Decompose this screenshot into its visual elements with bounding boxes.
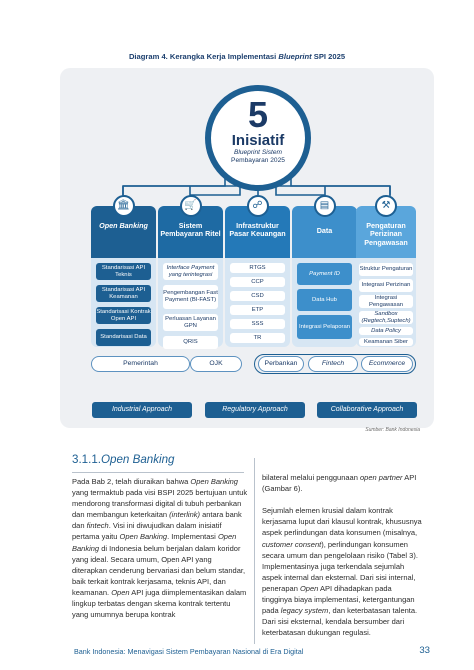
pillar-item: CSD [230, 291, 285, 301]
pillar-retail-payment [158, 200, 223, 347]
hub-subtitle-2: Pembayaran 2025 [231, 157, 285, 164]
pillar-item: RTGS [230, 263, 285, 273]
pillar-item: Data Hub [297, 289, 352, 311]
pillar-infrastructure [225, 200, 290, 347]
five-initiatives-hub [205, 85, 311, 191]
page-number: 33 [419, 645, 430, 656]
section-rule [72, 472, 244, 473]
right-column-text: bilateral melalui penggunaan open partner API (Gambar 6). Sejumlah elemen krusial dalam kontrak kerjasama luput dari klausul kontrak, khususnya aspek perlindungan data konsumen (misalnya, customer consent), perlindungan konsumen secara umum dan pengelolaan risiko (Tabel 3). Implementasinya juga terkendala sejumlah aspek internal dan eksternal. Dari sisi internal, penerapan Open API dihadapkan pada tingginya biaya implementasi, ketergantungan pada legacy system, dan keterbatasan talenta. Dari sisi eksternal, kendala bersumber dari keterbatasan dukungan regulasi. [262, 473, 422, 638]
pillar-title: Infrastruktur Pasar Keuangan [229, 221, 286, 239]
pillar-item: Struktur Pengaturan [359, 263, 413, 276]
pillar-item: Integrasi Pelaporan [297, 315, 352, 339]
network-icon: ☍ [247, 195, 269, 217]
pillar-item: Pengembangan Fast Payment (BI-FAST) [163, 285, 218, 309]
left-column-text: Pada Bab 2, telah diuraikan bahwa Open Banking yang termaktub pada visi BSPI 2025 bertujuan untuk mendorong transformasi digital di tubuh perbankan dan membangun keterkaitan (interlink) antara bank dan fintech. Visi ini diwujudkan dalam inisiatif pertama yaitu Open Banking. Implementasi Open Banking di Indonesia belum berjalan dalam koridor yang ideal. Secara umum, Open API yang diterapkan cenderung bervariasi dan belum standar, baik terkait kontrak kerjasama, teknis API, dan keamanan. Open API juga diimplementasikan dalam lingkup terbatas dengan skema kontrak tertentu yang umumnya berupa kontrak [72, 477, 248, 620]
bar-pemerintah: Pemerintah [91, 356, 190, 372]
hub-word: Inisiatif [231, 132, 285, 149]
pillar-item: QRIS [163, 336, 218, 349]
bar-fintech: Fintech [308, 356, 358, 372]
pillar-title: Sistem Pembayaran Ritel [160, 221, 221, 239]
pillar-title: Data [316, 226, 333, 235]
approach-industrial: Industrial Approach [92, 402, 192, 418]
pillar-item: Sandbox (Regtech,Suptech) [359, 311, 413, 324]
pillar-item: SSS [230, 319, 285, 329]
pillar-title: Pengaturan Perizinan Pengawasan [364, 221, 408, 247]
approach-regulatory: Regulatory Approach [205, 402, 305, 418]
bar-ecommerce: Ecommerce [361, 356, 413, 372]
pillar-open-banking [91, 200, 156, 347]
pillar-item: Integrasi Perizinan [359, 279, 413, 292]
pillar-data [292, 200, 357, 347]
pillar-item: Standarisasi Kontrak Open API [96, 307, 151, 324]
diagram-caption: Diagram 4. Kerangka Kerja Implementasi Blueprint SPI 2025 [128, 52, 346, 61]
page-footer: Bank Indonesia: Menavigasi Sistem Pembayaran Nasional di Era Digital [74, 647, 304, 656]
figure-source: Sumber: Bank Indonesia [365, 427, 420, 433]
pillar-item: Standarisasi Data [96, 329, 151, 346]
bar-perbankan: Perbankan [258, 356, 304, 372]
approach-collaborative: Collaborative Approach [317, 402, 417, 418]
pillar-item: Perluasan Layanan GPN [163, 314, 218, 331]
pillar-regulation [356, 200, 416, 347]
pillar-title: Open Banking [99, 221, 148, 230]
pillar-item: Integrasi Pengawasan [359, 295, 413, 308]
pillar-item: TR [230, 333, 285, 343]
pillar-item: Interface Payment yang terintegrasi [163, 263, 218, 280]
bank-icon: 🏛 [113, 195, 135, 217]
pillar-item: Keamanan Siber [359, 338, 413, 346]
pillar-item: Standarisasi API Teknis [96, 263, 151, 280]
pillar-item: Payment ID [297, 263, 352, 285]
pillar-item: ETP [230, 305, 285, 315]
cart-icon: 🛒 [180, 195, 202, 217]
hub-subtitle: Blueprint Sistem [233, 149, 282, 156]
pillar-item: CCP [230, 277, 285, 287]
hub-number: 5 [247, 94, 269, 135]
bar-ojk: OJK [190, 356, 242, 372]
pillar-item: Data Policy [359, 327, 413, 335]
database-icon: ▤ [314, 195, 336, 217]
gavel-icon: ⚒ [375, 195, 397, 217]
section-title: 3.1.1.Open Banking [72, 453, 175, 466]
pillar-item: Standarisasi API Keamanan [96, 285, 151, 302]
column-divider [254, 458, 255, 644]
